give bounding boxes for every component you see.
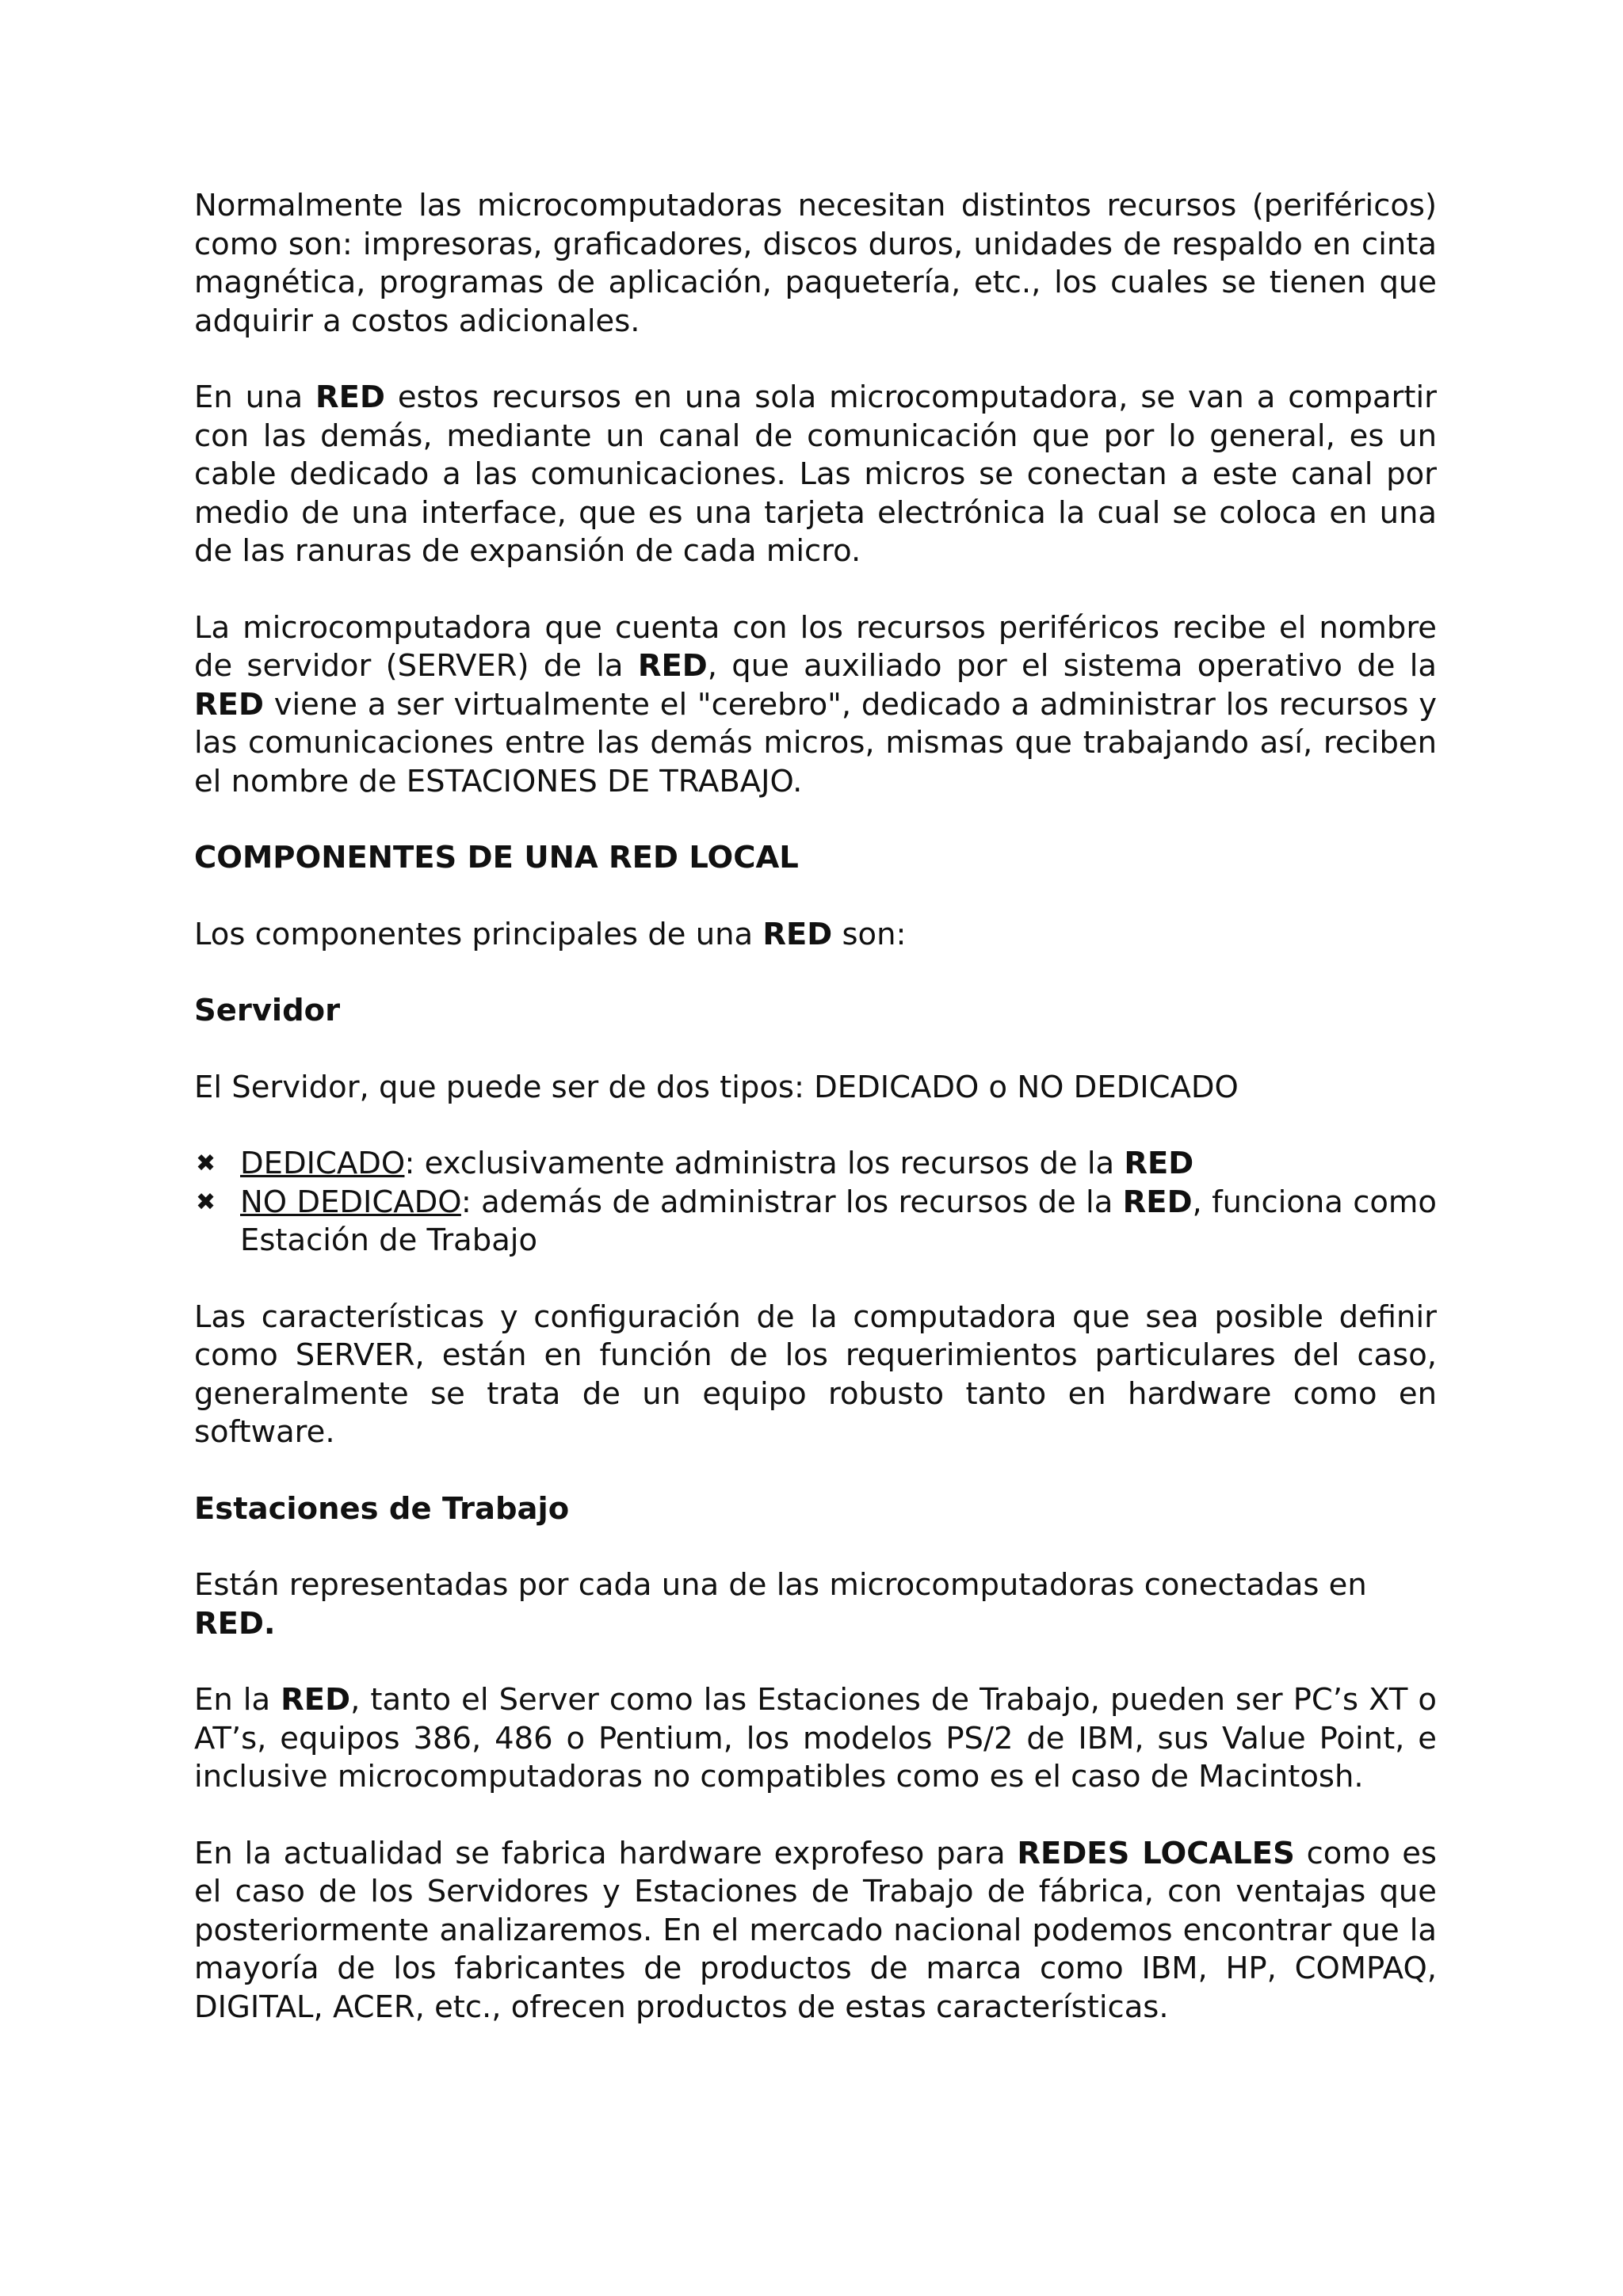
list-item-no-dedicado xyxy=(194,1184,1437,1261)
text-segment: La microcomputadora que cuenta con los recursos periféricos recibe el nombre de servidor (SERVER) de la xyxy=(194,609,1437,684)
text-segment: son: xyxy=(832,916,907,952)
text-segment: : además de administrar los recursos de la xyxy=(460,1184,1123,1220)
bold-red: RED xyxy=(637,648,708,684)
text-segment: estos recursos en una sola microcomputadora, se van a compartir con las demás, mediante un canal de comunicación que por lo general, es un cable dedicado a las comunicaciones. Las micros se conectan a este canal por medio de una interface, que es una tarjeta electrónica la cual se coloca en una de las ranuras de expansión de cada micro. xyxy=(194,379,1437,569)
bold-red: RED xyxy=(281,1682,351,1718)
paragraph-tipos-servidor: El Servidor, que puede ser de dos tipos: DEDICADO o NO DEDICADO xyxy=(194,1069,1239,1105)
paragraph-recursos: Normalmente las microcomputadoras necesitan distintos recursos (periféricos) como son: impresoras, graficadores, discos duros, unidades de respaldo en cinta magnética, programas de aplicación, paquetería, etc., los cuales se tienen que adquirir a costos adicionales. xyxy=(194,188,1437,339)
paragraph-red-compartir xyxy=(194,379,1437,571)
text-segment: Están representadas por cada una de las microcomputadoras conectadas en xyxy=(194,1567,1367,1603)
text-segment: , que auxiliado por el sistema operativo de la xyxy=(707,648,1437,684)
paragraph-componentes-intro xyxy=(194,916,1437,955)
text-segment: En la xyxy=(194,1682,281,1718)
text-segment: En una xyxy=(194,379,315,415)
document-page xyxy=(194,187,1437,2065)
bold-red: RED xyxy=(762,916,833,952)
paragraph-equipos xyxy=(194,1681,1437,1797)
term-dedicado: DEDICADO xyxy=(240,1146,405,1181)
heading-estaciones: Estaciones de Trabajo xyxy=(194,1490,570,1527)
heading-servidor: Servidor xyxy=(194,993,341,1028)
bold-red: RED xyxy=(1122,1184,1193,1220)
text-segment: : exclusivamente administra los recursos de la xyxy=(404,1146,1125,1181)
x-bullet-icon: ✖ xyxy=(196,1188,216,1216)
paragraph-hardware-exprofeso xyxy=(194,1835,1437,2027)
x-bullet-icon: ✖ xyxy=(196,1150,216,1177)
paragraph-servidor-definicion xyxy=(194,609,1437,802)
server-types-list xyxy=(194,1145,1437,1261)
text-segment: como es el caso de los Servidores y Estaciones de Trabajo de fábrica, con ventajas que posteriormente analizaremos. En el mercado nacional podemos encontrar que la mayoría de los fabricantes de productos de marca como IBM, HP, COMPAQ, DIGITAL, ACER, etc., ofrecen productos de estas características. xyxy=(194,1835,1437,2025)
text-segment: Los componentes principales de una xyxy=(194,916,763,952)
text-segment: , funciona como Estación de Trabajo xyxy=(240,1184,1437,1258)
bold-red: RED xyxy=(1124,1146,1194,1181)
list-item-dedicado xyxy=(194,1145,1437,1184)
term-no-dedicado: NO DEDICADO xyxy=(240,1184,461,1220)
text-segment: , tanto el Server como las Estaciones de Trabajo, pueden ser PC’s XT o AT’s, equipos 386, 486 o Pentium, los modelos PS/2 de IBM, sus Value Point, e inclusive microcomputadoras no compatibles como es el caso de Macintosh. xyxy=(194,1682,1437,1794)
bold-red: RED. xyxy=(194,1605,276,1642)
bold-redes-locales: REDES LOCALES xyxy=(1017,1835,1295,1871)
bold-red: RED xyxy=(194,686,264,723)
bold-red: RED xyxy=(315,379,385,415)
text-segment: En la actualidad se fabrica hardware exprofeso para xyxy=(194,1835,1018,1871)
heading-componentes: COMPONENTES DE UNA RED LOCAL xyxy=(194,840,799,875)
paragraph-caracteristicas-server: Las características y configuración de la computadora que sea posible definir como SERVER, están en función de los requerimientos particulares del caso, generalmente se trata de un equipo robusto tanto en hardware como en software. xyxy=(194,1299,1437,1450)
text-segment: viene a ser virtualmente el "cerebro", dedicado a administrar los recursos y las comunicaciones entre las demás micros, mismas que trabajando así, reciben el nombre de ESTACIONES DE TRABAJO. xyxy=(194,686,1437,799)
paragraph-estaciones-definicion xyxy=(194,1566,1437,1643)
